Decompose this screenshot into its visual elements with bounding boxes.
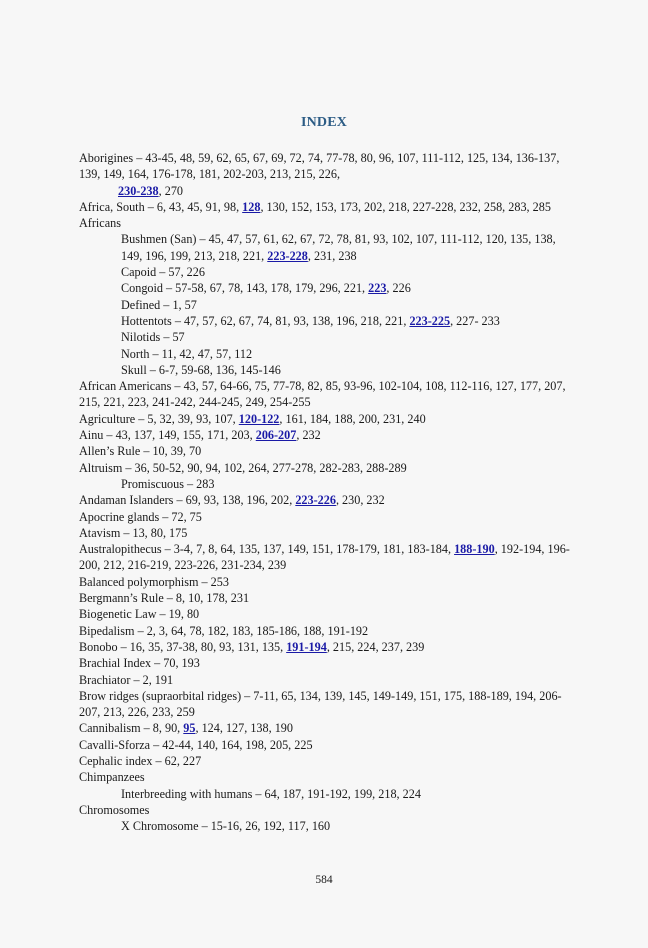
- page-reference-link[interactable]: 230-238: [118, 183, 159, 198]
- index-text: Cavalli-Sforza – 42-44, 140, 164, 198, 205, 225: [79, 737, 313, 752]
- page-reference-link[interactable]: 95: [183, 721, 196, 736]
- index-text: Allen’s Rule – 10, 39, 70: [79, 444, 202, 459]
- index-entry: [79, 574, 574, 590]
- index-entry: [79, 672, 574, 688]
- index-text: Biogenetic Law – 19, 80: [79, 607, 200, 622]
- index-entry: [79, 215, 574, 231]
- index-text: , 124, 127, 138, 190: [195, 721, 293, 736]
- index-text: , 161, 184, 188, 200, 231, 240: [279, 411, 426, 426]
- index-entry: [79, 460, 574, 476]
- index-text: Agriculture – 5, 32, 39, 93, 107,: [79, 411, 239, 426]
- index-entry: [79, 590, 574, 606]
- index-text: Cephalic index – 62, 227: [79, 753, 202, 768]
- index-text: Capoid – 57, 226: [121, 265, 205, 280]
- index-entry: [79, 150, 574, 183]
- page-reference-link[interactable]: 223-228: [267, 248, 308, 263]
- index-text: Brachiator – 2, 191: [79, 672, 174, 687]
- index-subentry: [79, 264, 574, 280]
- index-entry: [79, 639, 574, 655]
- index-entry: [79, 378, 574, 411]
- index-entry: [79, 427, 574, 443]
- index-text: Andaman Islanders – 69, 93, 138, 196, 202,: [79, 493, 296, 508]
- index-entry: [79, 753, 574, 769]
- index-entry: [79, 769, 574, 785]
- index-text: Congoid – 57-58, 67, 78, 143, 178, 179, 296, 221,: [121, 281, 369, 296]
- index-subentry: [79, 297, 574, 313]
- index-text: Africa, South – 6, 43, 45, 91, 98,: [79, 199, 243, 214]
- index-entry: [79, 443, 574, 459]
- index-text: Promiscuous – 283: [121, 476, 215, 491]
- index-text: Altruism – 36, 50-52, 90, 94, 102, 264, 277-278, 282-283, 288-289: [79, 460, 407, 475]
- index-text: Bergmann’s Rule – 8, 10, 178, 231: [79, 591, 250, 606]
- index-subentry: [79, 818, 574, 834]
- index-text: , 231, 238: [307, 248, 357, 263]
- index-text: , 226: [386, 281, 411, 296]
- index-text: Brow ridges (supraorbital ridges) – 7-11, 65, 134, 139, 145, 149-149, 151, 175, 188-189, 194, 206-207, 213, 226, 233, 259: [79, 688, 562, 720]
- index-entry: [79, 720, 574, 736]
- index-text: , 192-194, 196-200, 212, 216-219, 223-226, 231-234, 239: [79, 542, 570, 573]
- index-entry: [79, 737, 574, 753]
- index-text: Apocrine glands – 72, 75: [79, 509, 202, 524]
- index-text: , 230, 232: [335, 493, 385, 508]
- index-text: Chromosomes: [79, 802, 150, 817]
- index-text: , 227- 233: [450, 313, 500, 328]
- index-subentry: [79, 476, 574, 492]
- index-list: [79, 150, 574, 834]
- index-entry: [79, 541, 574, 574]
- page-reference-link[interactable]: 128: [242, 199, 261, 214]
- index-text: Australopithecus – 3-4, 7, 8, 64, 135, 137, 149, 151, 178-179, 181, 183-184,: [79, 542, 455, 557]
- page-reference-link[interactable]: 223: [368, 281, 387, 296]
- index-entry: [79, 525, 574, 541]
- index-text: Aborigines – 43-45, 48, 59, 62, 65, 67, 69, 72, 74, 77-78, 80, 96, 107, 111-112, 125, 134, 136-137, 139, 149, 164, 176-178, 181, 202-203, 213, 215, 226,: [79, 151, 560, 182]
- index-text: Bonobo – 16, 35, 37-38, 80, 93, 131, 135,: [79, 639, 287, 654]
- index-text: Nilotids – 57: [121, 330, 185, 345]
- page-reference-link[interactable]: 191-194: [286, 639, 327, 654]
- index-subentry: [79, 362, 574, 378]
- index-text: Africans: [79, 216, 121, 231]
- index-entry: [79, 655, 574, 671]
- index-subentry: [79, 313, 574, 329]
- index-entry-continuation: [79, 183, 574, 199]
- index-text: Bushmen (San) – 45, 47, 57, 61, 62, 67, 72, 78, 81, 93, 102, 107, 111-112, 120, 135, 138, 149, 196, 199, 213, 218, 221,: [121, 232, 556, 263]
- index-text: , 232: [296, 428, 321, 443]
- index-entry: [79, 492, 574, 508]
- index-entry: [79, 411, 574, 427]
- index-text: X Chromosome – 15-16, 26, 192, 117, 160: [121, 819, 331, 834]
- index-text: Skull – 6-7, 59-68, 136, 145-146: [121, 362, 281, 377]
- index-text: , 130, 152, 153, 173, 202, 218, 227-228, 232, 258, 283, 285: [260, 199, 551, 214]
- index-text: Hottentots – 47, 57, 62, 67, 74, 81, 93, 138, 196, 218, 221,: [121, 313, 410, 328]
- index-entry: [79, 688, 574, 721]
- index-subentry: [79, 329, 574, 345]
- index-entry: [79, 623, 574, 639]
- index-entry: [79, 509, 574, 525]
- index-subentry: [79, 786, 574, 802]
- index-text: Defined – 1, 57: [121, 297, 197, 312]
- index-text: Bipedalism – 2, 3, 64, 78, 182, 183, 185-186, 188, 191-192: [79, 623, 369, 638]
- page-reference-link[interactable]: 120-122: [238, 411, 280, 426]
- index-text: Balanced polymorphism – 253: [79, 574, 229, 589]
- index-text: Cannibalism – 8, 90,: [79, 721, 184, 736]
- page-reference-link[interactable]: 188-190: [454, 542, 495, 557]
- index-subentry: [79, 346, 574, 362]
- index-text: Brachial Index – 70, 193: [79, 656, 200, 671]
- page-reference-link[interactable]: 206-207: [255, 428, 297, 443]
- page-reference-link[interactable]: 223-225: [409, 313, 451, 328]
- index-entry: [79, 199, 574, 215]
- index-entry: [79, 802, 574, 818]
- index-text: North – 11, 42, 47, 57, 112: [121, 346, 253, 361]
- index-text: Atavism – 13, 80, 175: [79, 525, 188, 540]
- index-text: , 270: [158, 183, 183, 198]
- index-text: Interbreeding with humans – 64, 187, 191-192, 199, 218, 224: [121, 786, 421, 801]
- index-text: African Americans – 43, 57, 64-66, 75, 77-78, 82, 85, 93-96, 102-104, 108, 112-116, 127, 177, 207, 215, 221, 223, 241-242, 244-245, 249, 254-255: [79, 379, 566, 410]
- index-subentry: [79, 231, 574, 264]
- page-number: 584: [315, 874, 333, 886]
- index-text: Ainu – 43, 137, 149, 155, 171, 203,: [79, 428, 256, 443]
- page-reference-link[interactable]: 223-226: [295, 493, 336, 508]
- index-text: , 215, 224, 237, 239: [326, 639, 425, 654]
- index-subentry: [79, 280, 574, 296]
- page-title: INDEX: [300, 115, 348, 130]
- index-text: Chimpanzees: [79, 770, 145, 785]
- index-entry: [79, 606, 574, 622]
